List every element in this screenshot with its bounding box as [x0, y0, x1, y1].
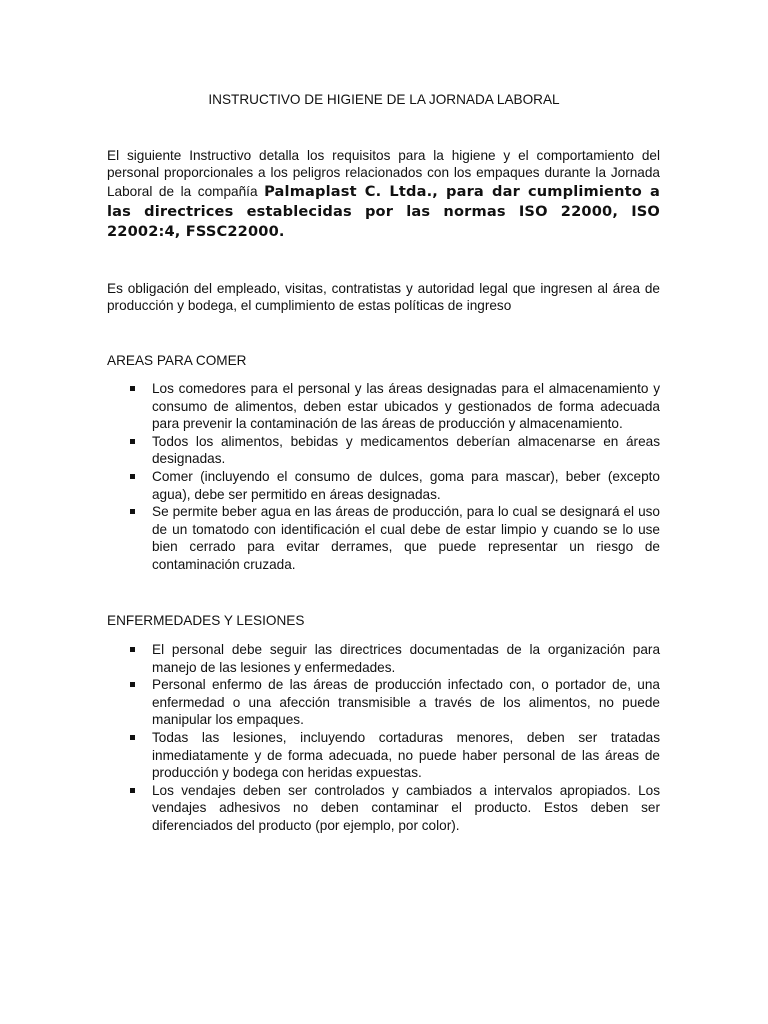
square-bullet-icon — [130, 474, 135, 479]
list-item-text: Todas las lesiones, incluyendo cortaduras menores, deben ser tratadas inmediatamente y de forma adecuada, no puede haber personal de las áreas de producción y bodega con heridas expuestas. — [152, 729, 660, 781]
intro-bold-text: Palmaplast C. Ltda., para dar cumplimiento a las directrices establecidas por las normas ISO 22000, ISO 22002:4, FSSC22000. — [107, 182, 660, 240]
square-bullet-icon — [130, 788, 135, 793]
list-item-text: Los comedores para el personal y las áreas designadas para el almacenamiento y consumo de alimentos, deben estar ubicados y gestionados de forma adecuada para prevenir la contaminación de las áreas de producción y almacenamiento. — [152, 381, 660, 432]
square-bullet-icon — [130, 439, 135, 444]
list-item — [107, 433, 660, 468]
list-item — [107, 676, 660, 729]
intro-paragraph — [107, 147, 660, 242]
list-item-text: El personal debe seguir las directrices documentadas de la organización para manejo de las lesiones y enfermedades. — [152, 642, 660, 675]
square-bullet-icon — [130, 386, 135, 391]
document-title: INSTRUCTIVO DE HIGIENE DE LA JORNADA LABORAL — [208, 92, 560, 107]
intro-text: El siguiente Instructivo detalla los requisitos para la higiene y el comportamiento del personal proporcionales a los peligros relacionados con los empaques durante la Jornada Laboral de la compañía — [107, 148, 660, 199]
list-item — [107, 782, 660, 835]
bullet-list-enfermedades-y-lesiones — [107, 641, 660, 835]
square-bullet-icon — [130, 735, 135, 740]
list-item-text: Los vendajes deben ser controlados y cambiados a intervalos apropiados. Los vendajes adhesivos no deben contaminar el producto. Estos deben ser diferenciados del producto (por ejemplo, por color). — [152, 782, 660, 833]
square-bullet-icon — [130, 509, 135, 514]
list-item-text: Todos los alimentos, bebidas y medicamentos deberían almacenarse en áreas designadas. — [152, 433, 660, 467]
list-item-text: Personal enfermo de las áreas de producción infectado con, o portador de, una enfermedad o una afección transmisible a través de los alimentos, no puede manipular los empaques. — [152, 677, 660, 728]
square-bullet-icon — [130, 647, 135, 652]
list-item — [107, 503, 660, 573]
list-item — [107, 468, 660, 503]
square-bullet-icon — [130, 682, 135, 687]
section-heading-areas-para-comer: AREAS PARA COMER — [107, 353, 247, 368]
obligation-paragraph: Es obligación del empleado, visitas, contratistas y autoridad legal que ingresen al área de producción y bodega, el cumplimiento de estas políticas de ingreso — [107, 281, 660, 314]
bullet-list-areas-para-comer — [107, 380, 660, 574]
list-item-text: Se permite beber agua en las áreas de producción, para lo cual se designará el uso de un tomatodo con identificación el cual debe de estar limpio y cuando se lo use bien cerrado para evitar derrames, que puede representar un riesgo de contaminación cruzada. — [152, 504, 660, 572]
list-item-text: Comer (incluyendo el consumo de dulces, goma para mascar), beber (excepto agua), debe ser permitido en áreas designadas. — [152, 468, 660, 502]
section-heading-enfermedades-y-lesiones: ENFERMEDADES Y LESIONES — [107, 613, 305, 628]
list-item — [107, 641, 660, 676]
list-item — [107, 380, 660, 433]
list-item — [107, 729, 660, 782]
